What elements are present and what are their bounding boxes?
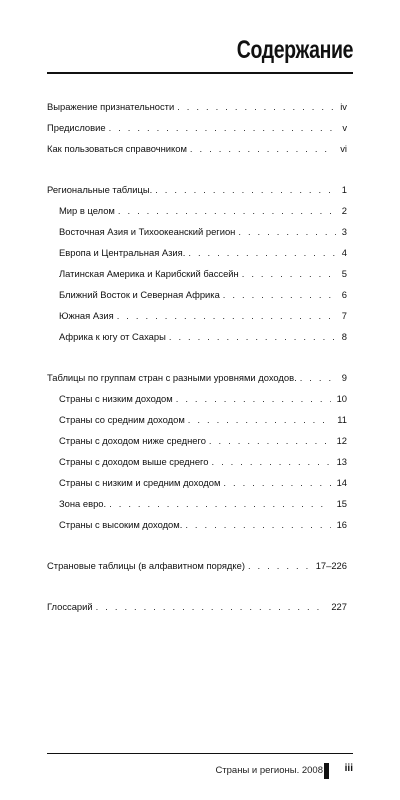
dot-leader (96, 601, 326, 612)
toc-entry-regional-tables[interactable] (47, 184, 347, 205)
toc-entry-label: Страновые таблицы (в алфавитном порядке) (47, 560, 245, 571)
dot-leader (118, 205, 336, 216)
toc-subentry-europe-central-asia[interactable] (47, 247, 347, 268)
toc-entry-page: 9 (341, 372, 347, 383)
toc-entry-page: 11 (337, 414, 347, 425)
toc-entry-label: Восточная Азия и Тихоокеанский регион (59, 226, 236, 237)
toc-entry-page: 1 (341, 184, 347, 195)
toc-entry-label: Страны с высоким доходом. (59, 519, 183, 530)
toc-entry-label: Страны с доходом ниже среднего (59, 435, 206, 446)
toc-entry-page: iv (340, 101, 347, 112)
toc-entry-preface[interactable] (47, 122, 347, 143)
dot-leader (190, 143, 334, 154)
toc-entry-glossary[interactable] (47, 601, 347, 622)
toc-entry-label: Мир в целом (59, 205, 115, 216)
toc-entry-label: Как пользоваться справочником (47, 143, 187, 154)
toc-entry-page: 12 (336, 435, 347, 446)
toc-entry-page: v (342, 122, 347, 133)
dot-leader (117, 310, 336, 321)
toc-entry-page: vi (340, 143, 347, 154)
toc-entry-page: 8 (341, 331, 347, 342)
toc-entry-label: Предисловие (47, 122, 106, 133)
toc-entry-label: Таблицы по группам стран с разными уровнями доходов. (47, 372, 297, 383)
toc-subentry-world[interactable] (47, 205, 347, 226)
toc-subentry-low-and-middle-income[interactable] (47, 477, 347, 498)
toc-subentry-east-asia-pacific[interactable] (47, 226, 347, 247)
toc-entry-page: 14 (336, 477, 347, 488)
toc-entry-page: 16 (336, 519, 347, 530)
toc-subentry-lower-middle-income[interactable] (47, 435, 347, 456)
dot-leader (155, 184, 336, 195)
dot-leader (169, 331, 336, 342)
toc-entry-label: Страны с доходом выше среднего (59, 456, 209, 467)
toc-entry-label: Страны с низким доходом (59, 393, 173, 404)
toc-subentry-middle-income[interactable] (47, 414, 347, 435)
toc-entry-country-tables[interactable] (47, 560, 347, 581)
page-number: iii (344, 763, 353, 774)
toc-entry-label: Глоссарий (47, 601, 93, 612)
table-of-contents (47, 101, 347, 622)
toc-subentry-upper-middle-income[interactable] (47, 456, 347, 477)
running-footer: Страны и регионы. 2008 (215, 765, 323, 776)
toc-subentry-high-income[interactable] (47, 519, 347, 540)
toc-entry-label: Зона евро. (59, 498, 107, 509)
dot-leader (242, 268, 336, 279)
dot-leader (188, 414, 332, 425)
toc-subentry-euro-area[interactable] (47, 498, 347, 519)
dot-leader (300, 372, 336, 383)
toc-entry-label: Страны с низким и средним доходом (59, 477, 221, 488)
toc-entry-label: Европа и Центральная Азия. (59, 247, 186, 258)
toc-entry-page: 10 (336, 393, 347, 404)
toc-entry-page: 6 (341, 289, 347, 300)
toc-entry-label: Африка к югу от Сахары (59, 331, 166, 342)
toc-entry-label: Латинская Америка и Карибский бассейн (59, 268, 239, 279)
toc-entry-how-to-use[interactable] (47, 143, 347, 164)
toc-entry-page: 5 (341, 268, 347, 279)
toc-subentry-sub-saharan-africa[interactable] (47, 331, 347, 352)
dot-leader (185, 519, 330, 530)
toc-subentry-south-asia[interactable] (47, 310, 347, 331)
dot-leader (177, 101, 334, 112)
toc-entry-acknowledgments[interactable] (47, 101, 347, 122)
toc-subentry-low-income[interactable] (47, 393, 347, 414)
title-rule (47, 72, 353, 74)
dot-leader (176, 393, 331, 404)
toc-entry-label: Региональные таблицы. (47, 184, 153, 195)
toc-entry-page: 3 (341, 226, 347, 237)
toc-entry-label: Ближний Восток и Северная Африка (59, 289, 220, 300)
dot-leader (109, 498, 330, 509)
footer-rule (47, 753, 353, 754)
dot-leader (223, 477, 330, 488)
toc-entry-label: Южная Азия (59, 310, 114, 321)
dot-leader (248, 560, 310, 571)
dot-leader (109, 122, 337, 133)
dot-leader (238, 226, 335, 237)
toc-entry-page: 17–226 (315, 560, 347, 571)
toc-subentry-latin-america[interactable] (47, 268, 347, 289)
toc-entry-income-tables[interactable] (47, 372, 347, 393)
dot-leader (223, 289, 336, 300)
toc-entry-page: 13 (336, 456, 347, 467)
dot-leader (188, 247, 335, 258)
dot-leader (209, 435, 331, 446)
toc-entry-page: 227 (331, 601, 347, 612)
footer-marker-bar (324, 763, 329, 779)
toc-entry-page: 7 (341, 310, 347, 321)
toc-entry-label: Выражение признательности (47, 101, 175, 112)
toc-entry-page: 4 (341, 247, 347, 258)
page-title: Содержание (236, 36, 353, 64)
toc-subentry-middle-east[interactable] (47, 289, 347, 310)
dot-leader (211, 456, 330, 467)
toc-entry-label: Страны со средним доходом (59, 414, 185, 425)
toc-entry-page: 2 (341, 205, 347, 216)
toc-entry-page: 15 (336, 498, 347, 509)
